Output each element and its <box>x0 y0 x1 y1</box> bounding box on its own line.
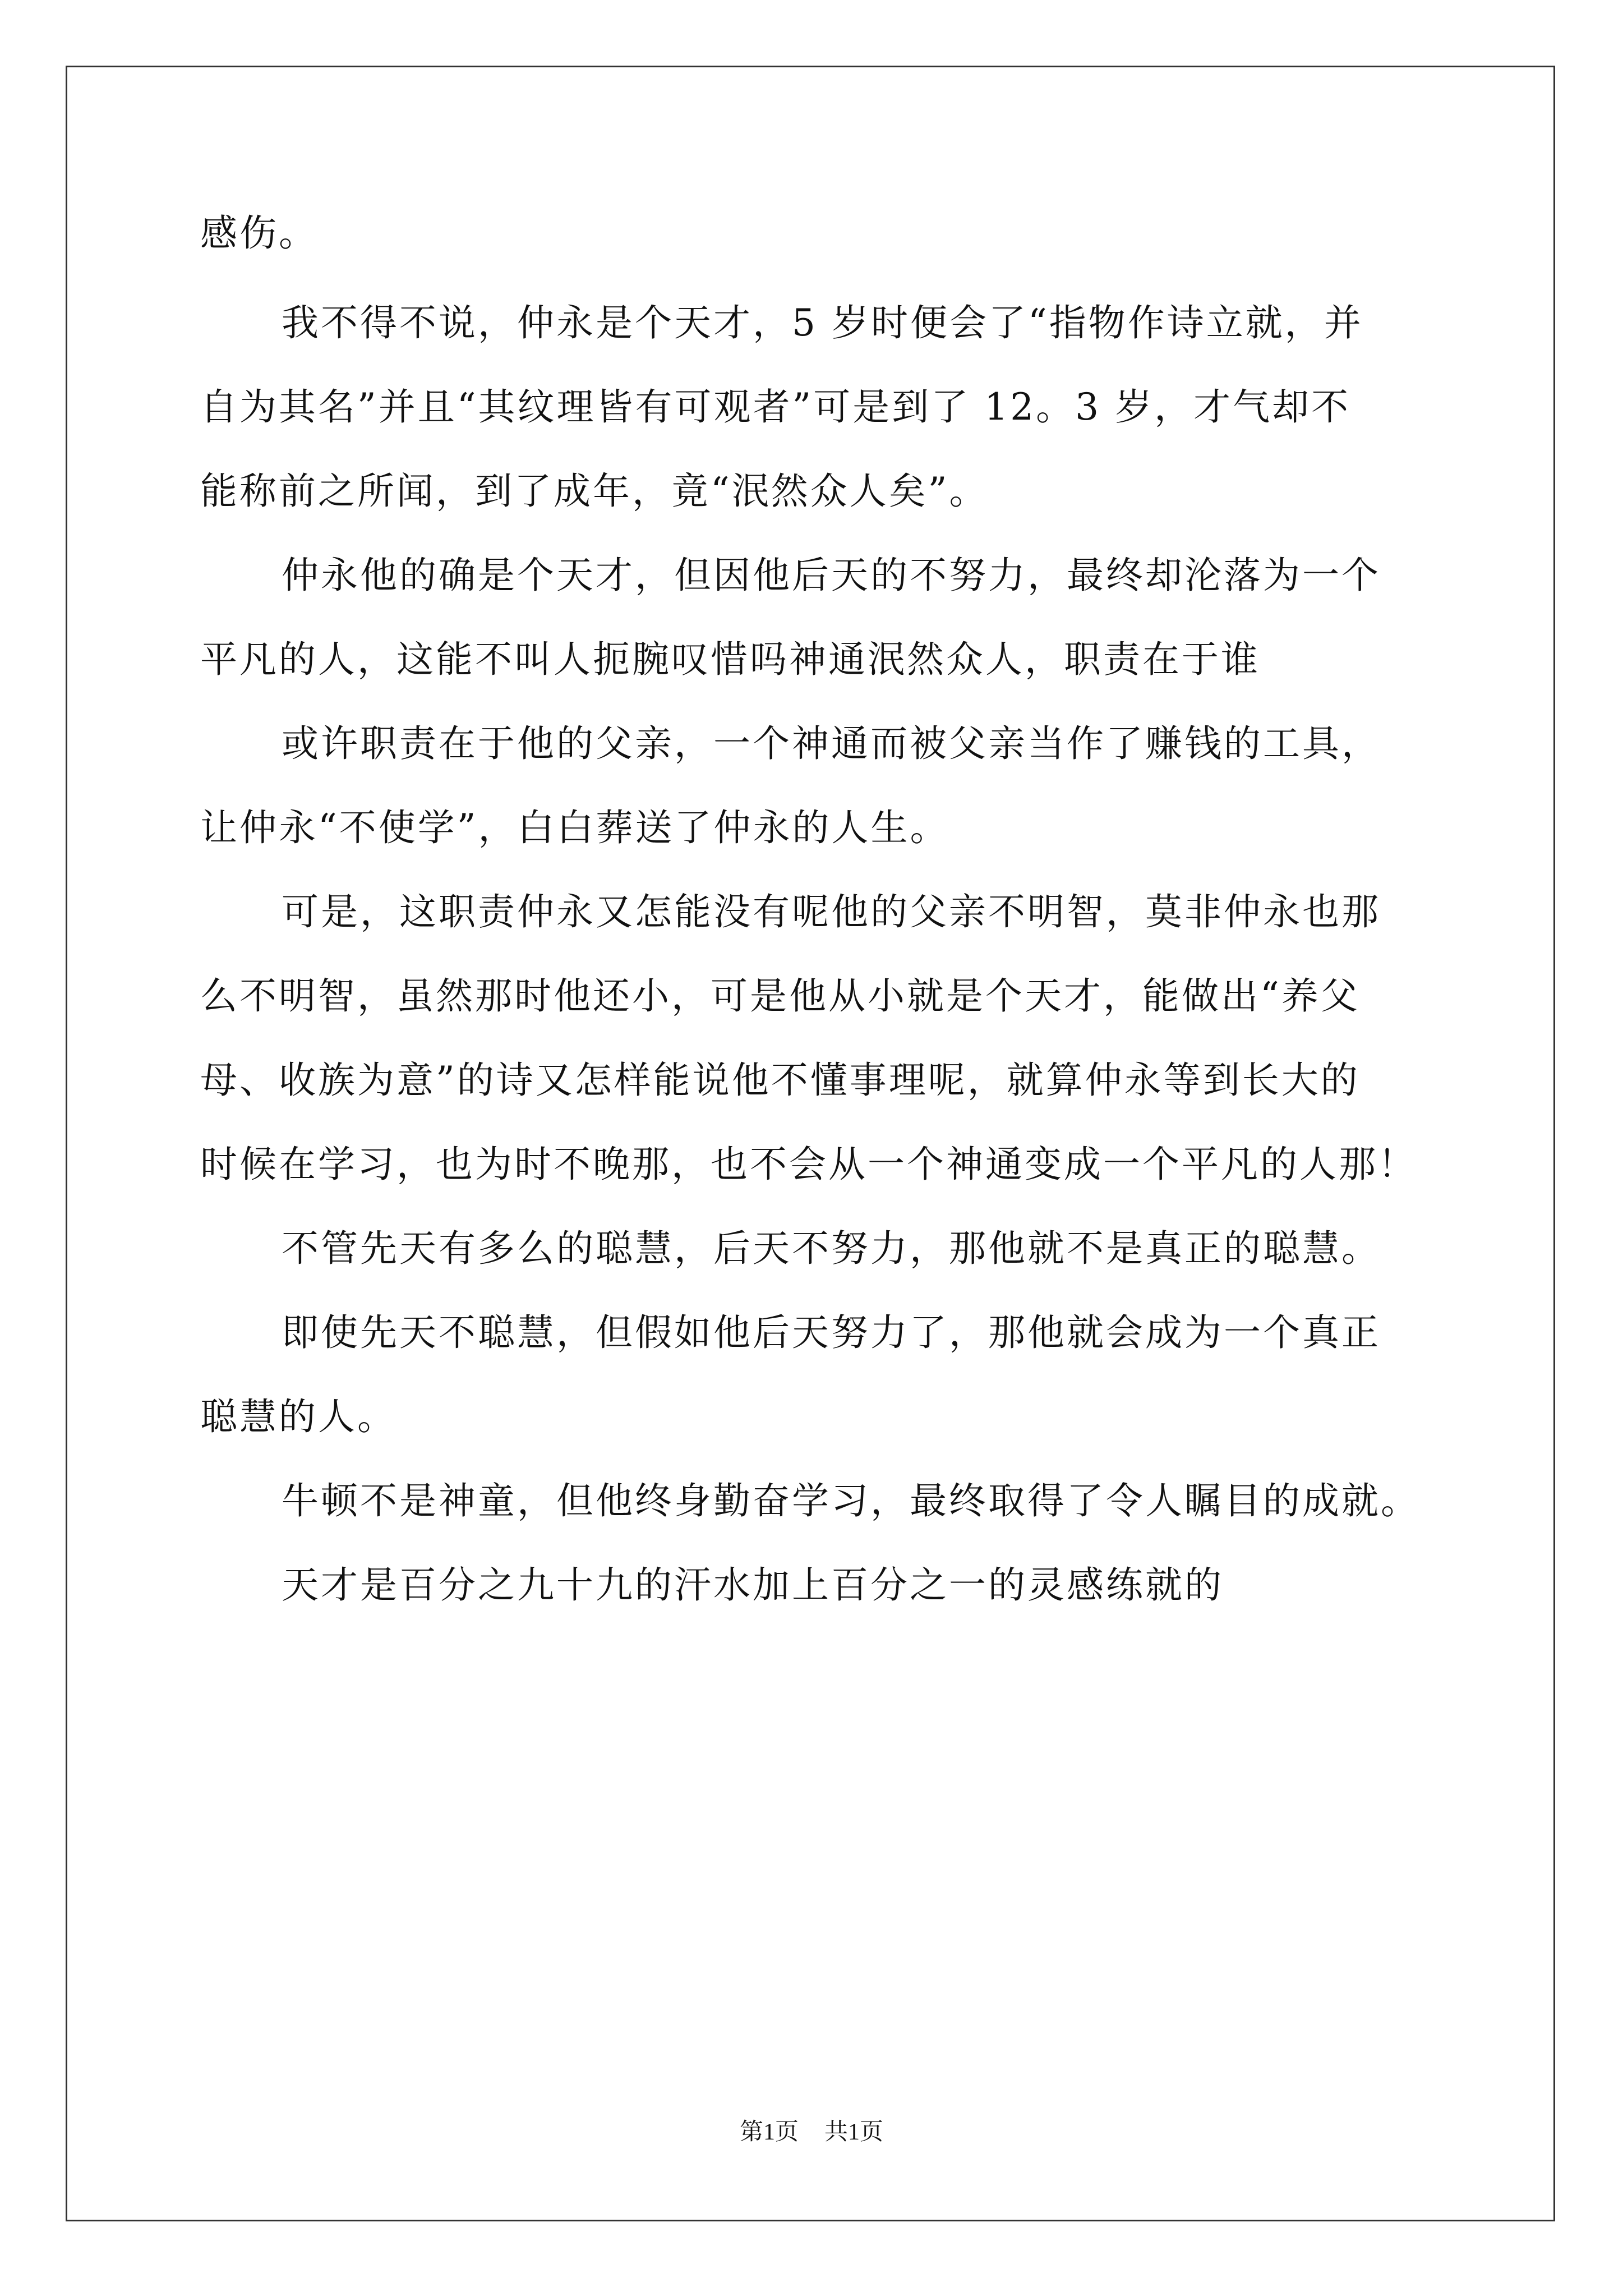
text-line: 感伤。 <box>200 211 318 255</box>
text-line: 即使先天不聪慧，但假如他后天努力了，那他就会成为一个真正 <box>282 1311 1381 1354</box>
text-line: 或许职责在于他的父亲，一个神通而被父亲当作了赚钱的工具， <box>282 722 1381 765</box>
text-line: 母、收族为意”的诗又怎样能说他不懂事理呢，就算仲永等到长大的 <box>200 1059 1360 1102</box>
text-line: 不管先天有多么的聪慧，后天不努力，那他就不是真正的聪慧。 <box>282 1227 1381 1270</box>
text-line: 让仲永“不使学”，白白葬送了仲永的人生。 <box>200 806 949 849</box>
text-line: 可是，这职责仲永又怎能没有呢他的父亲不明智，莫非仲永也那 <box>282 890 1381 933</box>
text-line: 时候在学习，也为时不晚那，也不会从一个神通变成一个平凡的人那！ <box>200 1143 1417 1186</box>
text-line: 仲永他的确是个天才，但因他后天的不努力，最终却沦落为一个 <box>282 554 1381 597</box>
text-line: 能称前之所闻，到了成年，竟“泯然众人矣”。 <box>200 470 989 513</box>
text-line: 牛顿不是神童，但他终身勤奋学习，最终取得了令人瞩目的成就。 <box>282 1479 1420 1522</box>
page-footer <box>0 2118 1623 2146</box>
page-total: 共1页 <box>824 2119 884 2145</box>
text-line: 么不明智，虽然那时他还小，可是他从小就是个天才，能做出“养父 <box>200 974 1360 1018</box>
page-number: 第1页 <box>739 2119 799 2145</box>
text-line: 我不得不说，仲永是个天才，5 岁时便会了“指物作诗立就，并 <box>282 301 1363 344</box>
text-line: 聪慧的人。 <box>200 1395 396 1438</box>
text-line: 自为其名”并且“其纹理皆有可观者”可是到了 12。3 岁，才气却不 <box>200 385 1351 429</box>
text-line: 平凡的人，这能不叫人扼腕叹惜吗神通泯然众人，职责在于谁 <box>200 638 1260 681</box>
text-line: 天才是百分之九十九的汗水加上百分之一的灵感练就的 <box>282 1563 1224 1607</box>
